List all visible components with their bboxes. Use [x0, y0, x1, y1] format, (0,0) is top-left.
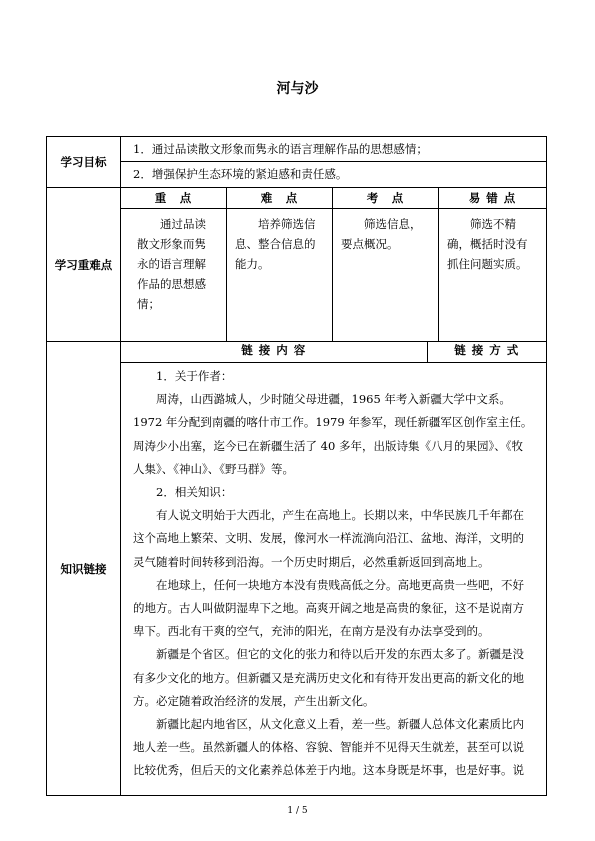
key-points-header-row [47, 188, 547, 209]
header-difficulty: 难 点 [227, 188, 333, 209]
key-points-content-row [47, 209, 547, 342]
paragraph-related-4: 新疆比起内地省区，从文化意义上看，差一些。新疆人总体文化素质比内地人差一些。虽然新疆人的体格、容貌、智能并不见得天生就差，甚至可以说比较优秀，但后天的文化素养总体差于内地。这本身既是坏事，也是好事。说 [133, 717, 524, 778]
paragraph-related-heading: 2．相关知识： [156, 485, 233, 500]
error-prone-text: 筛选不精确，概括时没有抓住问题实质。 [447, 217, 528, 271]
paragraph-author-heading: 1．关于作者： [156, 369, 233, 383]
knowledge-label: 知识链接 [47, 342, 121, 796]
page-number: 1 / 5 [287, 806, 308, 816]
page-title: 河与沙 [276, 81, 319, 97]
difficulty-text: 培养筛选信息、整合信息的能力。 [235, 217, 316, 271]
header-key-point: 重 点 [121, 188, 227, 209]
lesson-table [46, 136, 547, 796]
knowledge-body [121, 363, 546, 795]
goal-item-1: 1．通过品读散文形象而隽永的语言理解作品的思想感情； [133, 142, 428, 156]
goal-item-2: 2．增强保护生态环境的紧迫感和责任感。 [121, 161, 546, 186]
header-exam-point: 考 点 [333, 188, 439, 209]
paragraph-author-bio: 周涛，山西潞城人，少时随父母进疆，1965 年考入新疆大学中文系。1972 年分配到南疆的喀什市工作。1979 年参军，现任新疆军区创作室主任。周涛少小出塞，迄今已在新疆生活了 40 多年，出版诗集《八月的果园》、《牧人集》、《神山》、《野马群》等。 [133, 392, 533, 476]
header-error-prone: 易 错 点 [439, 188, 547, 209]
goals-label: 学习目标 [47, 137, 121, 188]
paragraph-related-2: 在地球上，任何一块地方本没有贵贱高低之分。高地更高贵一些吧，不好的地方。古人叫做阴湿卑下之地。高爽开阔之地是高贵的象征，这不是说南方卑下。西北有干爽的空气，充沛的阳光，在南方是没有办法享受到的。 [133, 577, 524, 639]
paragraph-related-3: 新疆是个省区。但它的文化的张力和待以后开发的东西太多了。新疆是没有多少文化的地方。但新疆又是充满历史文化和有待开发出更高的新文化的地方。必定随着政治经济的发展，产生出新文化。 [133, 647, 524, 708]
exam-point-text: 筛选信息，要点概况。 [341, 217, 422, 251]
header-link-content: 链 接 内 容 [121, 342, 427, 363]
key-point-text: 通过品读散文形象而隽永的语言理解作品的思想感情； [137, 217, 206, 311]
knowledge-subtable [121, 342, 546, 795]
paragraph-related-1: 有人说文明始于大西北，产生在高地上。长期以来，中华民族几千年都在这个高地上繁荣、文明、发展，像河水一样流淌向沿江、盆地、海洋，文明的灵气随着时间转移到沿海。一个历史时期后，必然重新返回到高地上。 [133, 508, 524, 569]
knowledge-row [47, 342, 547, 796]
goals-row [47, 137, 547, 188]
key-points-label: 学习重难点 [47, 188, 121, 342]
header-link-method: 链 接 方 式 [427, 342, 546, 363]
